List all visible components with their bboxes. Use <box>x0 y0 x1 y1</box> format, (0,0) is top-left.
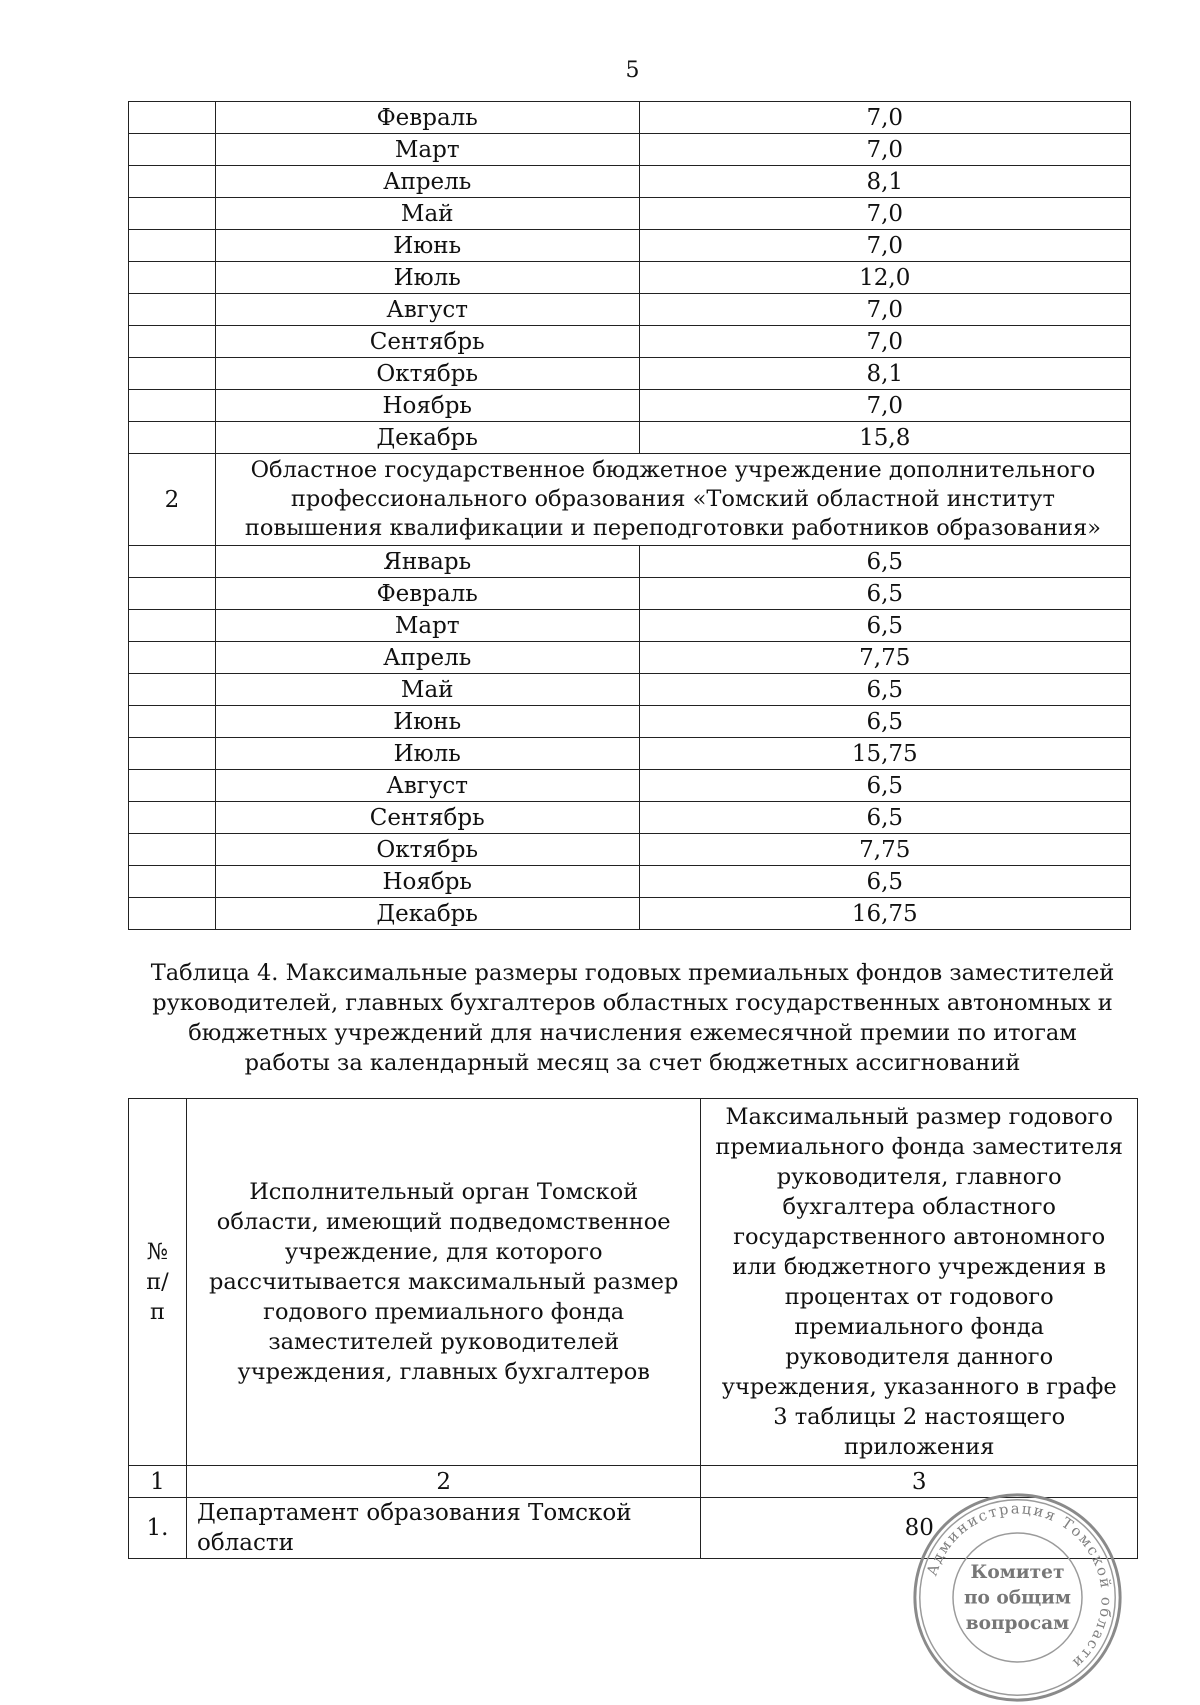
value-cell: 7,75 <box>639 642 1131 674</box>
table-row <box>129 706 1131 738</box>
num-cell <box>129 738 216 770</box>
column-number: 2 <box>186 1466 700 1498</box>
stamp-line-3: вопросам <box>965 1612 1070 1634</box>
num-cell <box>129 898 216 930</box>
row-number: 1. <box>129 1498 187 1559</box>
month-cell: Август <box>215 770 639 802</box>
table-row <box>129 102 1131 134</box>
table-row <box>129 390 1131 422</box>
column-number: 1 <box>129 1466 187 1498</box>
value-cell: 6,5 <box>639 866 1131 898</box>
month-cell: Май <box>215 674 639 706</box>
value-cell: 7,0 <box>639 294 1131 326</box>
value-cell: 7,75 <box>639 834 1131 866</box>
month-cell: Апрель <box>215 166 639 198</box>
month-cell: Июль <box>215 738 639 770</box>
value-cell: 7,0 <box>639 390 1131 422</box>
monthly-distribution-table <box>128 101 1131 930</box>
month-cell: Ноябрь <box>215 390 639 422</box>
month-cell: Январь <box>215 546 639 578</box>
percent-value: 80 <box>701 1498 1138 1559</box>
num-cell <box>129 134 216 166</box>
value-cell: 6,5 <box>639 546 1131 578</box>
num-cell <box>129 262 216 294</box>
num-cell <box>129 802 216 834</box>
num-cell <box>129 610 216 642</box>
value-cell: 7,0 <box>639 134 1131 166</box>
month-cell: Июнь <box>215 706 639 738</box>
month-cell: Июль <box>215 262 639 294</box>
month-cell: Сентябрь <box>215 326 639 358</box>
table-row <box>129 198 1131 230</box>
org-number-cell: 2 <box>129 454 216 546</box>
table-row <box>129 898 1131 930</box>
num-cell <box>129 866 216 898</box>
column-number: 3 <box>701 1466 1138 1498</box>
value-cell: 8,1 <box>639 166 1131 198</box>
value-cell: 7,0 <box>639 198 1131 230</box>
num-cell <box>129 102 216 134</box>
value-cell: 6,5 <box>639 578 1131 610</box>
month-cell: Октябрь <box>215 834 639 866</box>
page-number: 5 <box>625 58 640 83</box>
header-percent: Максимальный размер годового премиального фонда заместителя руководителя, главного бухгалтера областного государственного автономного или бюджетного учреждения в процентах от годового премиального фонда руководителя данного учреждения, указанного в графе 3 таблицы 2 настоящего приложения <box>701 1099 1138 1466</box>
table-row <box>129 834 1131 866</box>
value-cell: 16,75 <box>639 898 1131 930</box>
month-cell: Март <box>215 134 639 166</box>
table-4-caption: Таблица 4. Максимальные размеры годовых премиальных фондов заместителей руководителей, главных бухгалтеров областных государственных автономных и бюджетных учреждений для начисления ежемесячной премии по итогам работы за календарный месяц за счет бюджетных ассигнований <box>150 960 1115 1076</box>
month-cell: Февраль <box>215 578 639 610</box>
table-row <box>129 326 1131 358</box>
table-row <box>129 578 1131 610</box>
num-cell <box>129 230 216 262</box>
num-cell <box>129 294 216 326</box>
month-cell: Апрель <box>215 642 639 674</box>
value-cell: 15,8 <box>639 422 1131 454</box>
value-cell: 7,0 <box>639 230 1131 262</box>
num-cell <box>129 422 216 454</box>
num-cell <box>129 326 216 358</box>
value-cell: 15,75 <box>639 738 1131 770</box>
month-cell: Февраль <box>215 102 639 134</box>
table-row <box>129 230 1131 262</box>
header-row <box>129 1099 1138 1466</box>
table-row <box>129 674 1131 706</box>
value-cell: 7,0 <box>639 326 1131 358</box>
month-cell: Октябрь <box>215 358 639 390</box>
table-row <box>129 802 1131 834</box>
stamp-line-1: Комитет <box>970 1561 1065 1583</box>
table-row <box>129 262 1131 294</box>
value-cell: 6,5 <box>639 610 1131 642</box>
num-cell <box>129 390 216 422</box>
table-row <box>129 738 1131 770</box>
month-cell: Июнь <box>215 230 639 262</box>
organization-row <box>129 454 1131 546</box>
value-cell: 6,5 <box>639 770 1131 802</box>
num-cell <box>129 358 216 390</box>
org-name-cell: Областное государственное бюджетное учреждение дополнительного профессионального образования «Томский областной институт повышения квалификации и переподготовки работников образования» <box>215 454 1130 546</box>
organ-name: Департамент образования Томской области <box>186 1498 700 1559</box>
stamp-line-2: по общим <box>963 1587 1072 1609</box>
month-cell: Декабрь <box>215 422 639 454</box>
num-cell <box>129 770 216 802</box>
table-row <box>129 642 1131 674</box>
num-cell <box>129 706 216 738</box>
month-cell: Август <box>215 294 639 326</box>
table-row <box>129 610 1131 642</box>
table-row <box>129 866 1131 898</box>
month-cell: Май <box>215 198 639 230</box>
table-row <box>129 546 1131 578</box>
table-row <box>129 358 1131 390</box>
stamp-ring-text: Администрация Томской области <box>923 1500 1115 1673</box>
table-row <box>129 134 1131 166</box>
num-cell <box>129 674 216 706</box>
official-stamp <box>910 1490 1125 1705</box>
num-cell <box>129 166 216 198</box>
header-number: № п/п <box>129 1099 187 1466</box>
month-cell: Декабрь <box>215 898 639 930</box>
num-cell <box>129 834 216 866</box>
table-row <box>129 770 1131 802</box>
value-cell: 6,5 <box>639 706 1131 738</box>
month-cell: Март <box>215 610 639 642</box>
value-cell: 6,5 <box>639 802 1131 834</box>
header-organ: Исполнительный орган Томской области, имеющий подведомственное учреждение, для которого рассчитывается максимальный размер годового премиального фонда заместителей руководителей учреждения, главных бухгалтеров <box>186 1099 700 1466</box>
table-row <box>129 422 1131 454</box>
table-row <box>129 166 1131 198</box>
value-cell: 6,5 <box>639 674 1131 706</box>
month-cell: Ноябрь <box>215 866 639 898</box>
num-cell <box>129 578 216 610</box>
value-cell: 12,0 <box>639 262 1131 294</box>
num-cell <box>129 198 216 230</box>
month-cell: Сентябрь <box>215 802 639 834</box>
value-cell: 7,0 <box>639 102 1131 134</box>
num-cell <box>129 642 216 674</box>
table-row <box>129 294 1131 326</box>
value-cell: 8,1 <box>639 358 1131 390</box>
num-cell <box>129 546 216 578</box>
